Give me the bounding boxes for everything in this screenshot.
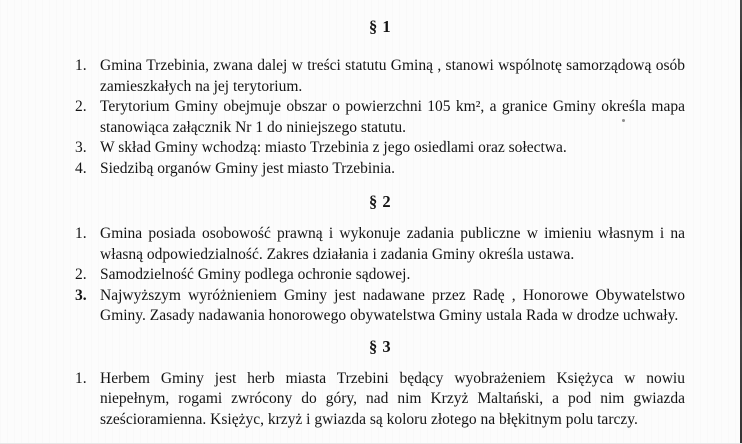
item-text: Gmina Trzebinia, zwana dalej w treści statutu Gminą , stanowi wspólnotę samorządową osób zamieszkałych na jej terytorium. (100, 57, 685, 95)
list-item (75, 224, 685, 265)
list-item (75, 56, 685, 97)
list-item (75, 97, 685, 138)
item-number: 1. (75, 57, 87, 74)
section-list (75, 224, 685, 327)
section-list (75, 369, 685, 431)
item-number: 2. (75, 98, 87, 115)
item-number: 1. (75, 225, 87, 242)
item-number: 4. (75, 159, 87, 177)
list-item (75, 159, 685, 180)
item-text: Terytorium Gminy obejmuje obszar o powierzchni 105 km², a granice Gminy określa mapa stanowiąca załącznik Nr 1 do niniejszego statutu. (100, 98, 685, 136)
item-text: Herbem Gminy jest herb miasta Trzebini będący wyobrażeniem Księżyca w nowiu niepełnym, rogami zwrócony do góry, nad nim Krzyż Maltański, a pod nim gwiazda sześcioramienna. Księżyc, krzyż i gwiazda są koloru złotego na błękitnym polu tarczy. (100, 369, 685, 428)
item-text: Samodzielność Gminy podlega ochronie sądowej. (100, 266, 411, 283)
list-item (75, 369, 685, 431)
item-text: Gmina posiada osobowość prawną i wykonuje zadania publiczne w imieniu własnym i na własną odpowiedzialność. Zakres działania i zadania Gminy określa ustawa. (100, 225, 685, 263)
section-heading: § 1 (368, 17, 392, 36)
section-heading: § 2 (368, 192, 392, 211)
scan-speck-artifact (622, 119, 625, 122)
item-text: W skład Gminy wchodzą: miasto Trzebinia z jego osiedlami oraz sołectwa. (100, 139, 567, 156)
list-item (75, 138, 685, 159)
section-heading: § 3 (368, 336, 392, 356)
item-number: 3. (75, 139, 87, 156)
section-list (75, 56, 685, 179)
item-text: Siedzibą organów Gminy jest miasto Trzebinia. (100, 159, 396, 177)
statute-section (0, 16, 742, 179)
list-item (75, 286, 685, 327)
list-item (75, 265, 685, 286)
item-number: 3. (75, 286, 87, 304)
item-text: Najwyższym wyróżnieniem Gminy jest nadawane przez Radę , Honorowe Obywatelstwo Gminy. Zasady nadawania honorowego obywatelstwa Gminy ustala Rada w drodze uchwały. (100, 286, 685, 324)
item-number: 1. (75, 369, 87, 387)
item-number: 2. (75, 266, 87, 283)
statute-section (0, 191, 742, 327)
statute-section (0, 336, 742, 431)
